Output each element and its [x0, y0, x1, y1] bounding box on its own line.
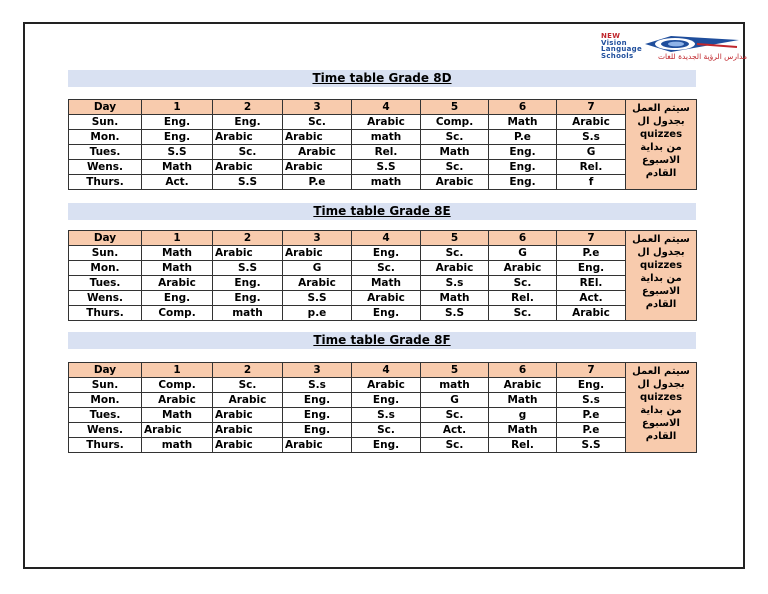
- note-line: الاسبوع: [642, 418, 680, 429]
- subject-cell: P.e: [283, 175, 352, 190]
- title-text: Time table Grade 8D: [312, 71, 452, 85]
- logo-arabic-name: مدارس الرؤية الجديدة للغات: [657, 52, 747, 61]
- title-grade-8e: [68, 203, 696, 220]
- note-line: القادم: [645, 431, 677, 442]
- header-cell: Day: [69, 363, 142, 378]
- subject-cell: Comp.: [421, 115, 489, 130]
- subject-cell: Arabic: [283, 130, 352, 145]
- day-cell: Thurs.: [69, 175, 142, 190]
- subject-cell: Rel.: [557, 160, 626, 175]
- subject-cell: Sc.: [213, 378, 283, 393]
- header-cell: 4: [352, 363, 421, 378]
- timetable-grade-8e: [68, 230, 697, 321]
- header-cell: 2: [213, 100, 283, 115]
- subject-cell: Sc.: [489, 306, 557, 321]
- header-cell: 3: [283, 363, 352, 378]
- subject-cell: P.e: [489, 130, 557, 145]
- day-cell: Wens.: [69, 160, 142, 175]
- subject-cell: Arabic: [557, 306, 626, 321]
- header-cell: 3: [283, 100, 352, 115]
- subject-cell: P.e: [557, 423, 626, 438]
- subject-cell: Math: [142, 408, 213, 423]
- subject-cell: Math: [421, 145, 489, 160]
- subject-cell: P.e: [557, 408, 626, 423]
- note-line: سيتم العمل: [632, 234, 690, 245]
- subject-cell: G: [283, 261, 352, 276]
- day-cell: Tues.: [69, 145, 142, 160]
- logo-swoosh-icon: [641, 35, 741, 53]
- logo-line-language: Language: [601, 45, 643, 53]
- day-cell: Thurs.: [69, 306, 142, 321]
- header-cell: 5: [421, 363, 489, 378]
- quiz-note: [626, 363, 697, 453]
- table-row: [69, 130, 697, 145]
- header-cell: 1: [142, 100, 213, 115]
- subject-cell: Math: [421, 291, 489, 306]
- subject-cell: Arabic: [213, 423, 283, 438]
- header-cell: 7: [557, 363, 626, 378]
- title-grade-8f: [68, 332, 696, 349]
- subject-cell: Arabic: [283, 145, 352, 160]
- subject-cell: Eng.: [352, 393, 421, 408]
- subject-cell: Math: [489, 393, 557, 408]
- header-row: [69, 231, 697, 246]
- subject-cell: Comp.: [142, 378, 213, 393]
- subject-cell: Sc.: [489, 276, 557, 291]
- subject-cell: S.S: [352, 160, 421, 175]
- logo-line-new: NEW: [601, 32, 621, 40]
- note-line: سيتم العمل: [632, 366, 690, 377]
- subject-cell: Rel.: [489, 438, 557, 453]
- subject-cell: Eng.: [352, 246, 421, 261]
- subject-cell: Eng.: [213, 276, 283, 291]
- table-row: [69, 246, 697, 261]
- table-row: [69, 175, 697, 190]
- subject-cell: math: [142, 438, 213, 453]
- day-cell: Sun.: [69, 378, 142, 393]
- note-line: بجدول ال: [637, 116, 685, 127]
- subject-cell: math: [213, 306, 283, 321]
- subject-cell: Sc.: [213, 145, 283, 160]
- header-cell: Day: [69, 231, 142, 246]
- table-row: [69, 408, 697, 423]
- subject-cell: Eng.: [283, 408, 352, 423]
- subject-cell: Arabic: [489, 261, 557, 276]
- note-line: الاسبوع: [642, 286, 680, 297]
- subject-cell: Eng.: [142, 291, 213, 306]
- subject-cell: Eng.: [283, 393, 352, 408]
- subject-cell: Eng.: [557, 261, 626, 276]
- subject-cell: Arabic: [142, 276, 213, 291]
- day-cell: Tues.: [69, 276, 142, 291]
- header-cell: 1: [142, 363, 213, 378]
- header-cell: 3: [283, 231, 352, 246]
- note-line: من بداية: [640, 142, 682, 153]
- note-line: القادم: [645, 168, 677, 179]
- subject-cell: Act.: [142, 175, 213, 190]
- subject-cell: Arabic: [213, 246, 283, 261]
- note-line: بجدول ال: [637, 247, 685, 258]
- header-cell: 5: [421, 100, 489, 115]
- subject-cell: Math: [352, 276, 421, 291]
- subject-cell: f: [557, 175, 626, 190]
- subject-cell: Arabic: [213, 408, 283, 423]
- note-line: الاسبوع: [642, 155, 680, 166]
- subject-cell: Arabic: [283, 246, 352, 261]
- header-cell: 4: [352, 231, 421, 246]
- subject-cell: Sc.: [421, 408, 489, 423]
- subject-cell: S.s: [421, 276, 489, 291]
- subject-cell: Act.: [557, 291, 626, 306]
- subject-cell: Sc.: [421, 438, 489, 453]
- subject-cell: S.S: [283, 291, 352, 306]
- note-line: من بداية: [640, 405, 682, 416]
- day-cell: Mon.: [69, 130, 142, 145]
- subject-cell: Sc.: [421, 130, 489, 145]
- logo-line-vision: Vision: [601, 38, 627, 47]
- subject-cell: Eng.: [352, 306, 421, 321]
- subject-cell: Sc.: [421, 160, 489, 175]
- subject-cell: Arabic: [283, 160, 352, 175]
- quiz-note: [626, 231, 697, 321]
- subject-cell: Arabic: [142, 393, 213, 408]
- subject-cell: S.s: [283, 378, 352, 393]
- subject-cell: Arabic: [142, 423, 213, 438]
- subject-cell: Math: [489, 423, 557, 438]
- subject-cell: Rel.: [352, 145, 421, 160]
- day-cell: Wens.: [69, 291, 142, 306]
- header-cell: 2: [213, 231, 283, 246]
- subject-cell: Arabic: [421, 175, 489, 190]
- subject-cell: Math: [489, 115, 557, 130]
- day-cell: Tues.: [69, 408, 142, 423]
- header-cell: Day: [69, 100, 142, 115]
- header-cell: 7: [557, 231, 626, 246]
- day-cell: Mon.: [69, 261, 142, 276]
- day-cell: Thurs.: [69, 438, 142, 453]
- subject-cell: Arabic: [557, 115, 626, 130]
- table-row: [69, 378, 697, 393]
- table-row: [69, 145, 697, 160]
- subject-cell: Arabic: [213, 393, 283, 408]
- header-cell: 5: [421, 231, 489, 246]
- subject-cell: Eng.: [213, 291, 283, 306]
- logo-line-schools: Schools: [601, 51, 634, 60]
- timetable-grade-8f: [68, 362, 697, 453]
- table-row: [69, 261, 697, 276]
- subject-cell: Arabic: [213, 130, 283, 145]
- table-row: [69, 115, 697, 130]
- note-line: quizzes: [639, 392, 683, 403]
- subject-cell: REl.: [557, 276, 626, 291]
- note-line: بجدول ال: [637, 379, 685, 390]
- subject-cell: S.S: [557, 438, 626, 453]
- header-cell: 6: [489, 231, 557, 246]
- subject-cell: Arabic: [213, 438, 283, 453]
- subject-cell: S.s: [557, 130, 626, 145]
- quiz-note: [626, 100, 697, 190]
- header-cell: 1: [142, 231, 213, 246]
- subject-cell: Math: [142, 246, 213, 261]
- subject-cell: Sc.: [421, 246, 489, 261]
- table-row: [69, 291, 697, 306]
- title-text: Time table Grade 8E: [313, 204, 451, 218]
- table-row: [69, 423, 697, 438]
- subject-cell: Arabic: [352, 378, 421, 393]
- subject-cell: Math: [142, 160, 213, 175]
- note-line: سيتم العمل: [632, 103, 690, 114]
- note-line: quizzes: [639, 129, 683, 140]
- subject-cell: Comp.: [142, 306, 213, 321]
- day-cell: Sun.: [69, 115, 142, 130]
- subject-cell: Sc.: [283, 115, 352, 130]
- subject-cell: math: [352, 130, 421, 145]
- note-line: من بداية: [640, 273, 682, 284]
- subject-cell: G: [489, 246, 557, 261]
- header-cell: 2: [213, 363, 283, 378]
- note-line: quizzes: [639, 260, 683, 271]
- subject-cell: S.s: [557, 393, 626, 408]
- table-row: [69, 306, 697, 321]
- subject-cell: Eng.: [489, 175, 557, 190]
- subject-cell: G: [421, 393, 489, 408]
- subject-cell: Eng.: [352, 438, 421, 453]
- subject-cell: S.S: [213, 175, 283, 190]
- subject-cell: P.e: [557, 246, 626, 261]
- title-grade-8d: [68, 70, 696, 87]
- note-line: القادم: [645, 299, 677, 310]
- title-text: Time table Grade 8F: [313, 333, 451, 347]
- school-logo: [597, 33, 747, 67]
- subject-cell: Arabic: [213, 160, 283, 175]
- subject-cell: Rel.: [489, 291, 557, 306]
- subject-cell: Eng.: [142, 130, 213, 145]
- subject-cell: Sc.: [352, 423, 421, 438]
- subject-cell: Arabic: [283, 276, 352, 291]
- timetable-grade-8d: [68, 99, 697, 190]
- subject-cell: Arabic: [489, 378, 557, 393]
- subject-cell: g: [489, 408, 557, 423]
- subject-cell: Act.: [421, 423, 489, 438]
- day-cell: Wens.: [69, 423, 142, 438]
- subject-cell: Arabic: [421, 261, 489, 276]
- subject-cell: S.s: [352, 408, 421, 423]
- day-cell: Sun.: [69, 246, 142, 261]
- header-row: [69, 363, 697, 378]
- subject-cell: S.S: [421, 306, 489, 321]
- subject-cell: Eng.: [489, 145, 557, 160]
- subject-cell: Arabic: [352, 115, 421, 130]
- header-cell: 7: [557, 100, 626, 115]
- subject-cell: Eng.: [142, 115, 213, 130]
- subject-cell: Sc.: [352, 261, 421, 276]
- header-cell: 6: [489, 100, 557, 115]
- subject-cell: Eng.: [213, 115, 283, 130]
- subject-cell: math: [421, 378, 489, 393]
- table-row: [69, 276, 697, 291]
- subject-cell: Arabic: [283, 438, 352, 453]
- subject-cell: S.S: [213, 261, 283, 276]
- table-row: [69, 438, 697, 453]
- table-row: [69, 160, 697, 175]
- subject-cell: Eng.: [489, 160, 557, 175]
- subject-cell: S.S: [142, 145, 213, 160]
- subject-cell: p.e: [283, 306, 352, 321]
- subject-cell: Eng.: [557, 378, 626, 393]
- subject-cell: G: [557, 145, 626, 160]
- subject-cell: Eng.: [283, 423, 352, 438]
- subject-cell: Arabic: [352, 291, 421, 306]
- day-cell: Mon.: [69, 393, 142, 408]
- subject-cell: Math: [142, 261, 213, 276]
- header-cell: 4: [352, 100, 421, 115]
- table-row: [69, 393, 697, 408]
- subject-cell: math: [352, 175, 421, 190]
- header-cell: 6: [489, 363, 557, 378]
- header-row: [69, 100, 697, 115]
